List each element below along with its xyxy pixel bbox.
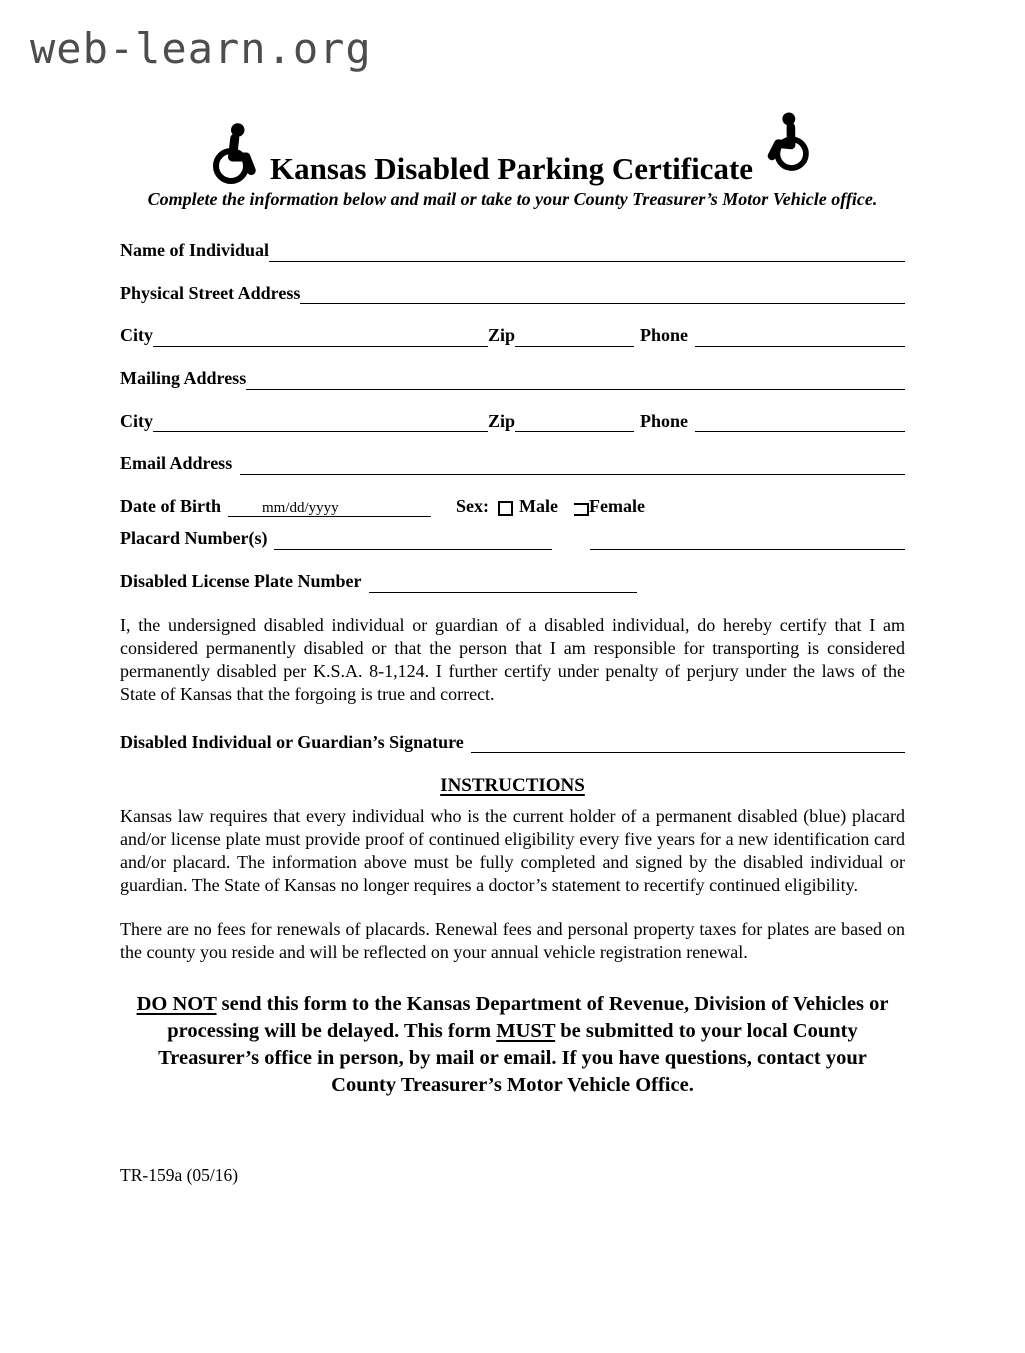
dob-format-hint: mm/dd/yyyy xyxy=(262,500,339,517)
zip-input-line[interactable] xyxy=(515,331,634,347)
page-title: Kansas Disabled Parking Certificate xyxy=(269,151,754,187)
zip-input-line-2[interactable] xyxy=(515,416,634,432)
plate-input-line[interactable] xyxy=(369,577,637,593)
placard-input-line-2[interactable] xyxy=(590,534,905,550)
instructions-heading xyxy=(120,775,905,797)
phone-input-line[interactable] xyxy=(695,331,905,347)
zip-label: Zip xyxy=(487,410,515,431)
sex-label: Sex: xyxy=(455,495,489,516)
warning-text-part: send this form to the Kansas Department of Revenue, Division of Vehicles or processing will be delayed. This form xyxy=(167,993,889,1043)
female-checkbox[interactable] xyxy=(574,503,589,516)
name-label: Name of Individual xyxy=(120,240,270,261)
plate-label: Disabled License Plate Number xyxy=(120,570,362,591)
female-label: Female xyxy=(588,495,645,516)
mailing-address-row xyxy=(120,368,905,390)
physical-address-row xyxy=(120,283,905,305)
phone-label: Phone xyxy=(639,410,688,431)
must-emphasis: MUST xyxy=(496,1020,556,1043)
do-not-emphasis: DO NOT xyxy=(136,993,217,1016)
form-number: TR-159a (05/16) xyxy=(120,1165,239,1186)
warning-text-part: be submitted to your local County Treasurer’s office in person, by mail or email. If you have questions, contact your County Treasurer’s Motor Vehicle Office. xyxy=(158,1020,867,1097)
signature-row xyxy=(120,732,905,754)
wheelchair-icon xyxy=(210,122,258,186)
physical-address-input-line[interactable] xyxy=(300,288,905,304)
instructions-paragraph-2: There are no fees for renewals of placards. Renewal fees and personal property taxes for plates are based on the county you reside and will be reflected on your annual vehicle registration renewal. xyxy=(120,919,905,963)
mailing-address-label: Mailing Address xyxy=(120,367,247,388)
name-input-line[interactable] xyxy=(269,246,905,262)
certification-text: I, the undersigned disabled individual or guardian of a disabled individual, do hereby certify that I am considered permanently disabled or that the person that I am responsible for transporting is considered permanently disabled per K.S.A. 8-1,124. I further certify under penalty of perjury under the laws of the State of Kansas that the forgoing is true and correct. xyxy=(120,614,905,704)
instructions-heading-text: INSTRUCTIONS xyxy=(440,775,585,797)
city-zip-phone-row xyxy=(120,325,905,347)
form-subtitle: Complete the information below and mail or take to your County Treasurer’s Motor Vehicle office. xyxy=(147,189,878,210)
placard-label: Placard Number(s) xyxy=(120,528,268,549)
plate-row xyxy=(120,571,905,593)
physical-address-label: Physical Street Address xyxy=(120,282,301,303)
signature-input-line[interactable] xyxy=(471,737,905,753)
zip-label: Zip xyxy=(487,325,515,346)
wheelchair-icon xyxy=(765,112,815,172)
email-input-line[interactable] xyxy=(240,459,905,475)
email-label: Email Address xyxy=(120,453,233,474)
mailing-address-input-line[interactable] xyxy=(246,374,905,390)
email-row xyxy=(120,453,905,475)
form-fields xyxy=(120,240,905,592)
form-header xyxy=(0,112,1025,210)
male-label: Male xyxy=(518,495,558,516)
placard-row xyxy=(120,528,905,550)
city-input-line[interactable] xyxy=(153,331,488,347)
name-row xyxy=(120,240,905,262)
dob-label: Date of Birth xyxy=(120,495,221,516)
male-checkbox[interactable] xyxy=(498,501,513,516)
phone-input-line-2[interactable] xyxy=(695,416,905,432)
instructions-paragraph-1: Kansas law requires that every individual who is the current holder of a permanent disabled (blue) placard and/or license plate must provide proof of continued eligibility every five years for a new identification card and/or placard. The information above must be fully completed and signed by the disabled individual or guardian. The State of Kansas no longer requires a doctor’s statement to recertify continued eligibility. xyxy=(120,806,905,896)
form-page xyxy=(0,26,1025,1186)
signature-label: Disabled Individual or Guardian’s Signature xyxy=(120,731,464,752)
phone-label: Phone xyxy=(639,325,688,346)
city-zip-phone-row-2 xyxy=(120,411,905,433)
city-label: City xyxy=(120,410,153,431)
watermark-text: web-learn.org xyxy=(30,24,372,73)
city-input-line-2[interactable] xyxy=(153,416,488,432)
placard-input-line-1[interactable] xyxy=(274,534,552,550)
warning-text xyxy=(120,991,905,1099)
city-label: City xyxy=(120,325,153,346)
